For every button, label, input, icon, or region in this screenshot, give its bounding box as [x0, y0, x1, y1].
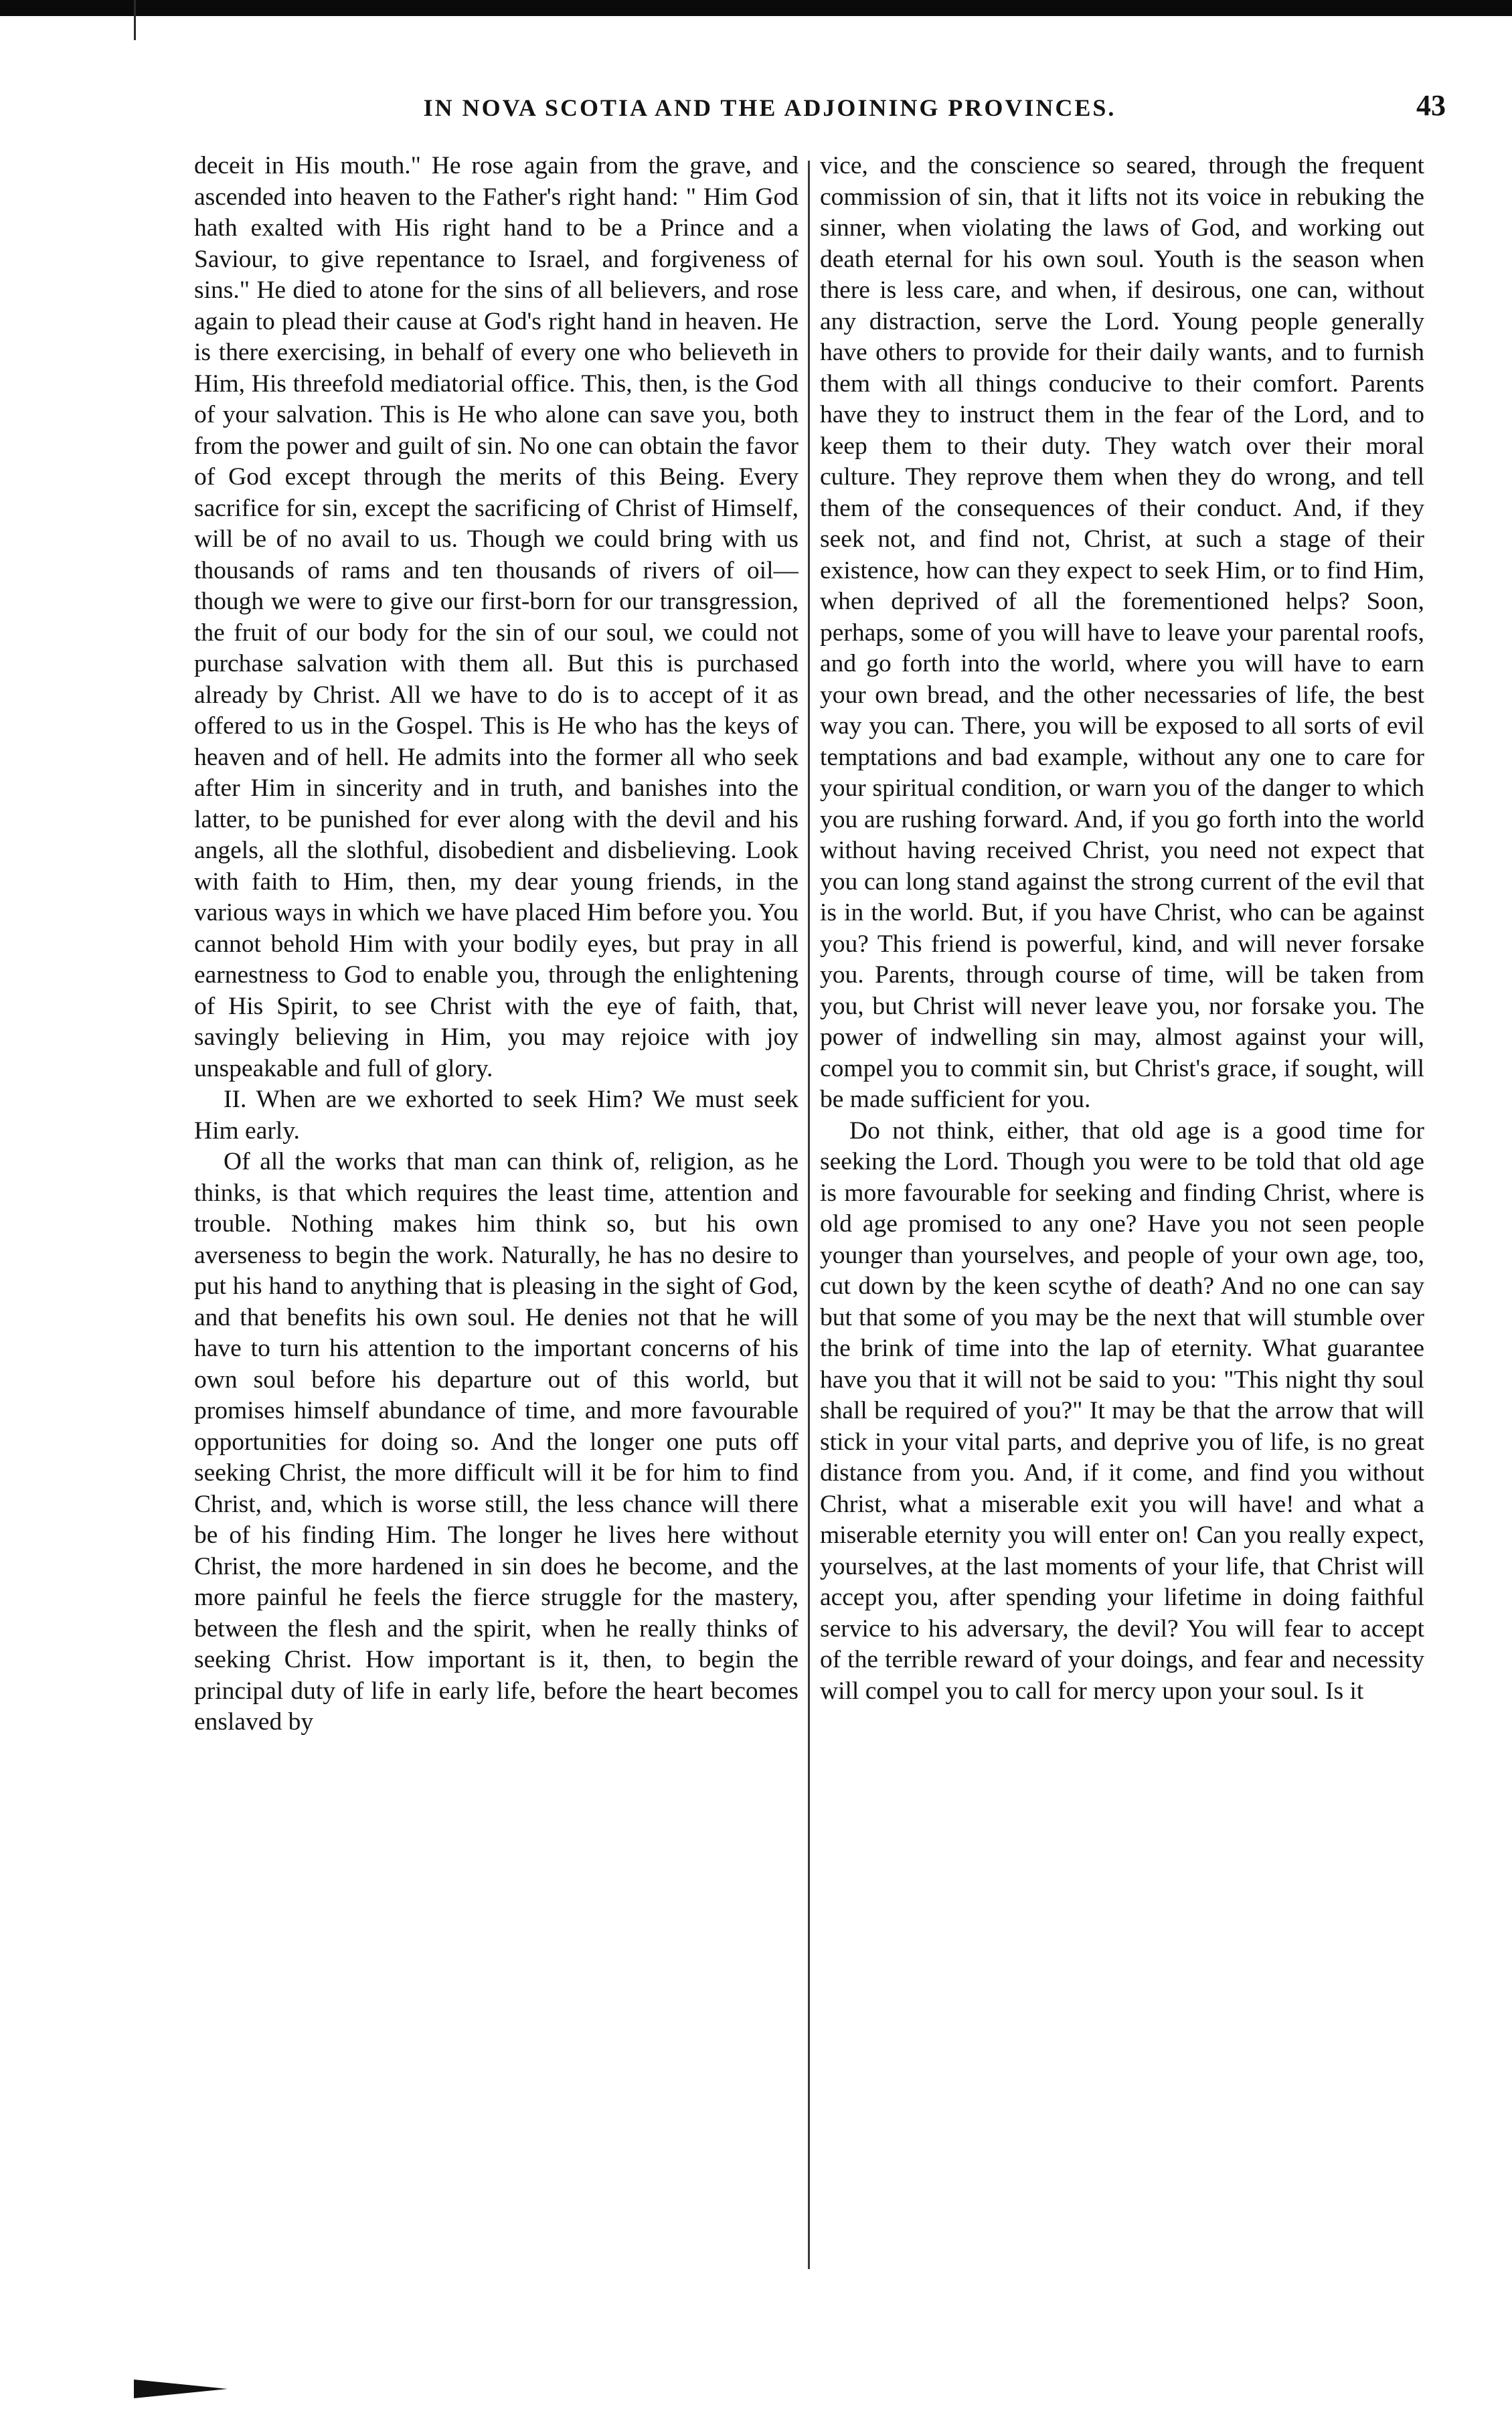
section-heading: II. When are we exhorted to seek Him? We must seek Him early. [194, 1086, 799, 1145]
top-border-rule [0, 0, 1512, 16]
paragraph: deceit in His mouth." He rose again from the grave, and ascended into heaven to the Father's right hand: " Him God hath exalted with His right hand to be a Prince and a Saviour, to give repentance to Israel, and forgiveness of sins." He died to atone for the sins of all believers, and rose again to plead their cause at God's right hand in heaven. He is there exercising, in behalf of every one who believeth in Him, His threefold mediatorial office. This, then, is the God of your salvation. This is He who alone can save you, both from the power and guilt of sin. No one can obtain the favor of God except through the merits of this Being. Every sacrifice for sin, except the sacrificing of Christ of Himself, will be of no avail to us. Though we could bring with us thousands of rams and ten thousands of rivers of oil—though we were to give our first-born for our transgression, the fruit of our body for the sin of our soul, we could not purchase salvation with them all. But this is purchased already by Christ. All we have to do is to accept of it as offered to us in the Gospel. This is He who has the keys of heaven and of hell. He admits into the former all who seek after Him in sincerity and in truth, and banishes into the latter, to be punished for ever along with the devil and his angels, all the slothful, disobedient and disbelieving. Look with faith to Him, then, my dear young friends, in the various ways in which we have placed Him before you. You cannot behold Him with your bodily eyes, but pray in all earnestness to God to enable you, through the enlightening of His Spirit, to see Christ with the eye of faith, that, savingly believing in Him, you may rejoice with joy unspeakable and full of glory. [194, 152, 799, 1082]
paragraph: Of all the works that man can think of, religion, as he thinks, is that which requires the least time, attention and trouble. Nothing makes him think so, but his own averseness to begin the work. Naturally, he has no desire to put his hand to anything that is pleasing in the sight of God, and that benefits his own soul. He denies not that he will have to turn his attention to the important concerns of his own soul before his departure out of this world, but promises himself abundance of time, and more favourable opportunities for doing so. And the longer one puts off seeking Christ, the more difficult will it be for him to find Christ, and, which is worse still, the less chance will there be of his finding Him. The longer he lives here without Christ, the more hardened in sin does he become, and the more painful he feels the fierce struggle for the mastery, between the flesh and the spirit, when he really thinks of seeking Christ. How important is it, then, to begin the principal duty of life in early life, before the heart becomes enslaved by [194, 1148, 799, 1736]
column-divider [808, 161, 810, 2269]
paragraph: vice, and the conscience so seared, through the frequent commission of sin, that it lifts not its voice in rebuking the sinner, when violating the laws of God, and working out death eternal for his own soul. Youth is the season when there is less care, and when, if desirous, one can, without any distraction, serve the Lord. Young people generally have others to provide for their daily wants, and to furnish them with all things conducive to their comfort. Parents have they to instruct them in the fear of the Lord, and to keep them to their duty. They watch over their moral culture. They reprove them when they do wrong, and tell them of the consequences of their conduct. And, if they seek not, and find not, Christ, at such a stage of their existence, how can they expect to seek Him, or to find Him, when deprived of all the forementioned helps? Soon, perhaps, some of you will have to leave your parental roofs, and go forth into the world, where you will have to earn your own bread, and the other necessaries of life, the best way you can. There, you will be exposed to all sorts of evil temptations and bad example, without any one to care for your spiritual condition, or warn you of the danger to which you are rushing forward. And, if you go forth into the world without having received Christ, you need not expect that you can long stand against the strong current of the evil that is in the world. But, if you have Christ, who can be against you? This friend is powerful, kind, and will never forsake you. Parents, through course of time, will be taken from you, but Christ will never leave you, nor forsake you. The power of indwelling sin may, almost against your will, compel you to commit sin, but Christ's grace, if sought, will be made sufficient for you. [820, 152, 1424, 1113]
left-text-column [194, 151, 799, 2259]
paragraph: Do not think, either, that old age is a good time for seeking the Lord. Though you were to be told that old age is more favourable for seeking and finding Christ, where is old age promised to any one? Have you not seen people younger than yourselves, and people of your own age, too, cut down by the keen scythe of death? And no one can say but that some of you may be the next that will stumble over the brink of time into the lap of eternity. What guarantee have you that it will not be said to you: "This night thy soul shall be required of you?" It may be that the arrow that will stick in your vital parts, and deprive you of life, is no great distance from you. And, if it come, and find you without Christ, what a miserable exit you will have! and what a miserable eternity you will enter on! Can you really expect, yourselves, at the last moments of your life, that Christ will accept you, after spending your lifetime in doing faithful service to his adversary, the devil? You will fear to accept of the terrible reward of your doings, and fear and necessity will compel you to call for mercy upon your soul. Is it [820, 1116, 1424, 1705]
scan-corner-mark [134, 2380, 228, 2398]
page-number: 43 [1416, 89, 1446, 122]
scan-edge-mark [134, 0, 136, 40]
right-text-column [820, 151, 1424, 2259]
running-header-title: IN NOVA SCOTIA AND THE ADJOINING PROVINCES. [423, 94, 1116, 121]
